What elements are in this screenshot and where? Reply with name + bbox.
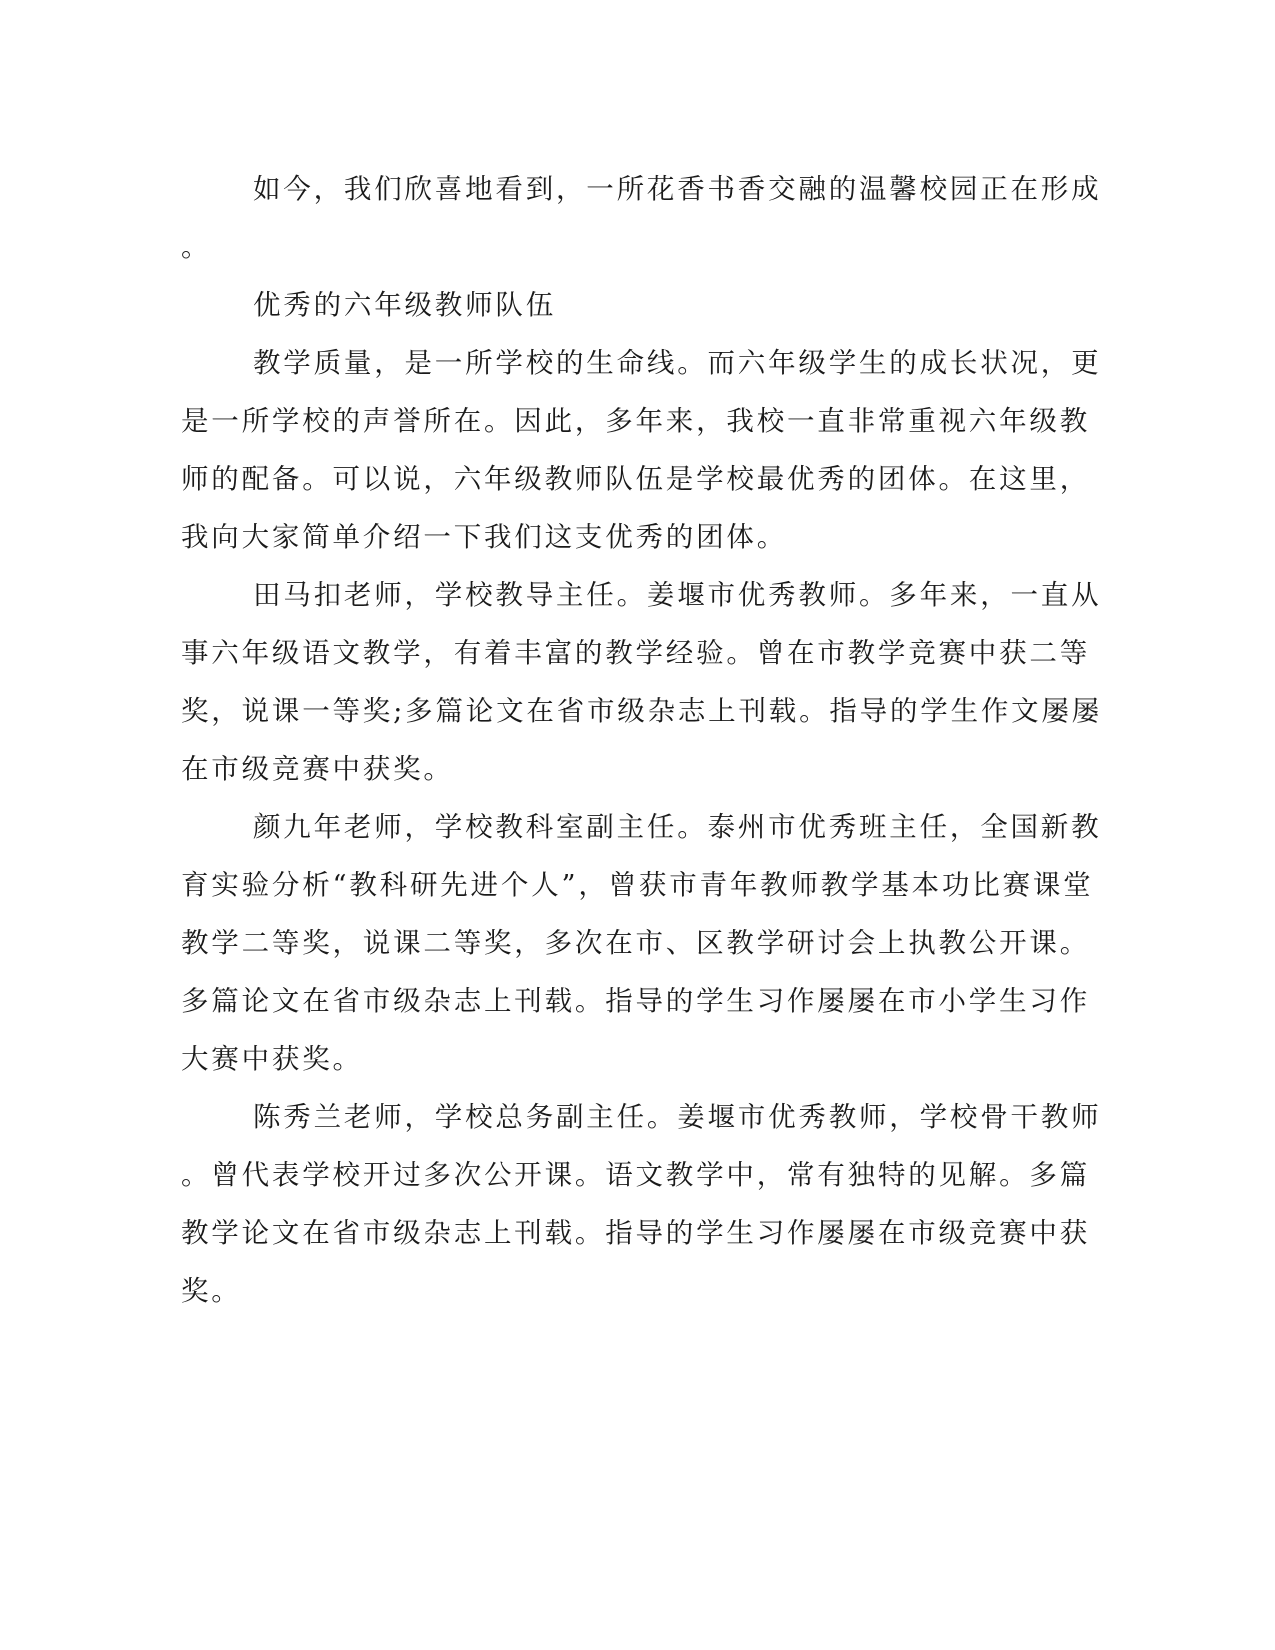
text-line: 颜九年老师，学校教科室副主任。泰州市优秀班主任，全国新教 xyxy=(253,811,1102,843)
paragraph-teacher-tian xyxy=(181,566,1103,798)
text-line: 是一所学校的声誉所在。因此，多年来，我校一直非常重视六年级教 xyxy=(181,405,1090,437)
paragraph-teacher-yan xyxy=(181,798,1102,1088)
paragraph-intro xyxy=(181,160,1102,276)
section-heading: 优秀的六年级教师队伍 xyxy=(253,289,556,321)
text-line: 事六年级语文教学，有着丰富的教学经验。曾在市教学竞赛中获二等 xyxy=(181,637,1090,669)
text-line: 。曾代表学校开过多次公开课。语文教学中，常有独特的见解。多篇 xyxy=(181,1159,1090,1191)
text-line: 多篇论文在省市级杂志上刊载。指导的学生习作屡屡在市小学生习作 xyxy=(181,985,1090,1017)
text-line: 师的配备。可以说，六年级教师队伍是学校最优秀的团体。在这里， xyxy=(181,463,1090,495)
text-line: 奖，说课一等奖;多篇论文在省市级杂志上刊载。指导的学生作文屡屡 xyxy=(181,695,1103,727)
text-line: 。 xyxy=(181,231,212,263)
text-line: 教学论文在省市级杂志上刊载。指导的学生习作屡屡在市级竞赛中获 xyxy=(181,1217,1090,1249)
document-body xyxy=(181,160,1103,1320)
text-line: 田马扣老师，学校教导主任。姜堰市优秀教师。多年来，一直从 xyxy=(253,579,1102,611)
text-line: 如今，我们欣喜地看到，一所花香书香交融的温馨校园正在形成 xyxy=(253,173,1102,205)
text-line: 教学二等奖，说课二等奖，多次在市、区教学研讨会上执教公开课。 xyxy=(181,927,1090,959)
text-line: 奖。 xyxy=(181,1275,242,1307)
paragraph-teacher-chen xyxy=(181,1088,1102,1320)
text-line: 大赛中获奖。 xyxy=(181,1043,363,1075)
text-line: 在市级竞赛中获奖。 xyxy=(181,753,454,785)
text-line: 育实验分析“教科研先进个人”，曾获市青年教师教学基本功比赛课堂 xyxy=(181,869,1094,901)
text-line: 陈秀兰老师，学校总务副主任。姜堰市优秀教师，学校骨干教师 xyxy=(253,1101,1102,1133)
paragraph-team-intro xyxy=(181,334,1102,566)
text-line: 教学质量，是一所学校的生命线。而六年级学生的成长状况，更 xyxy=(253,347,1102,379)
text-line: 我向大家简单介绍一下我们这支优秀的团体。 xyxy=(181,521,787,553)
